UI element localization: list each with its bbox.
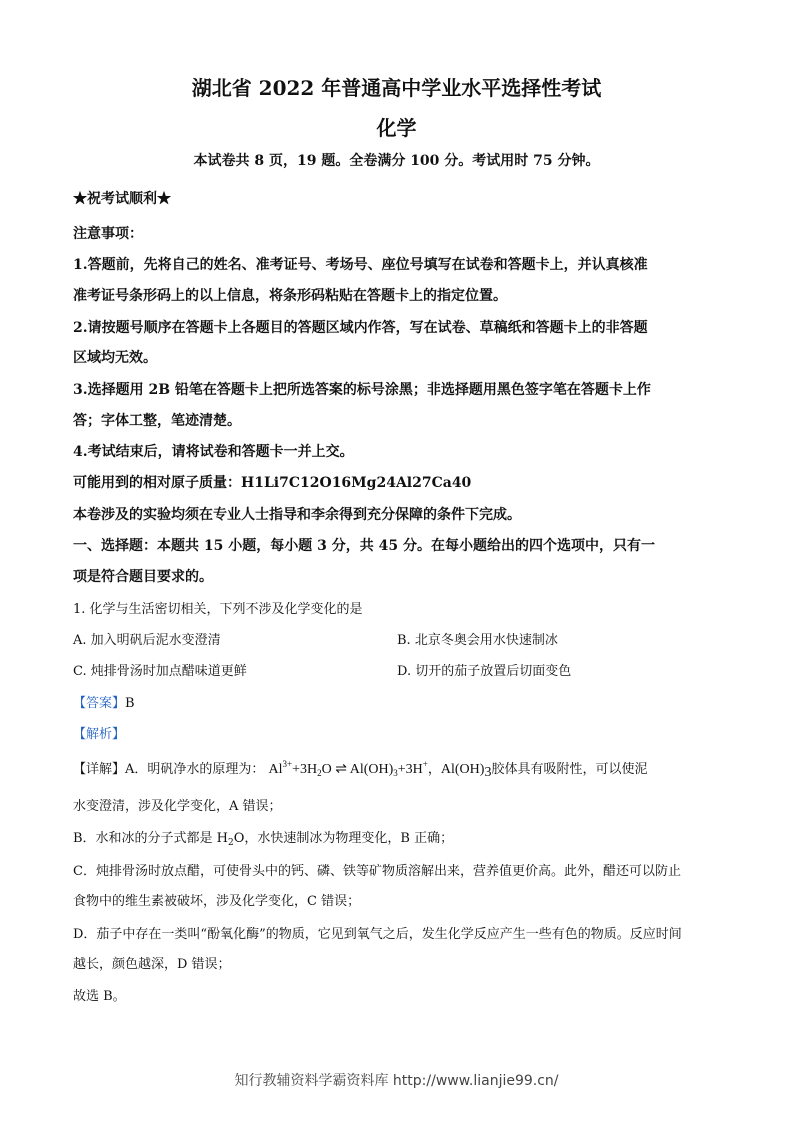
- note-line-3: 2.请按题号顺序在答题卡上各题目的答题区域内作答，写在试卷、草稿纸和答题卡上的非答题: [73, 320, 648, 336]
- option-b: B. 北京冬奥会用水快速制冰: [397, 633, 558, 648]
- detail-d-line1: D．茄子中存在一类叫“酚氧化酶”的物质，它见到氧气之后，发生化学反应产生一些有色的物质。反应时间: [73, 927, 682, 942]
- answer-value: B: [125, 696, 135, 711]
- note-line-5: 3.选择题用 2B 铅笔在答题卡上把所选答案的标号涂黑；非选择题用黑色签字笔在答题卡上作: [73, 382, 651, 398]
- blessing: ★祝考试顺利★: [73, 191, 171, 207]
- detail-a-rest: 胶体具有吸附性，可以使泥: [491, 762, 648, 777]
- eq-product-sub: 3: [393, 768, 398, 778]
- hydrolysis-equation: [268, 759, 428, 778]
- detail-d-line2: 越长，颜色越深，D 错误；: [73, 957, 231, 972]
- detail-tag: 【详解】: [73, 762, 126, 777]
- detail-c-line1: C．炖排骨汤时放点醋，可使骨头中的钙、磷、铁等矿物质溶解出来，营养值更价高。此外，醋还可以防止: [73, 864, 681, 879]
- eq-water-sub: 2: [317, 768, 322, 778]
- eq-h-charge: +: [422, 759, 428, 769]
- option-d: D. 切开的茄子放置后切面变色: [397, 664, 572, 679]
- detail-b-pre: B．水和冰的分子式都是 H: [73, 831, 229, 846]
- detail-b-post: O，水快速制冰为物理变化，B 正确；: [233, 831, 454, 846]
- option-c: C. 炖排骨汤时加点醋味道更鲜: [73, 664, 247, 679]
- eq-al-charge: 3+: [282, 759, 293, 769]
- section-heading-cont: 项是符合题目要求的。: [73, 569, 213, 585]
- note-line-6: 答；字体工整，笔迹清楚。: [73, 413, 241, 429]
- safety-note: 本卷涉及的实验均须在专业人士指导和李余得到充分保障的条件下完成。: [73, 507, 521, 523]
- eq-water: +3H: [292, 762, 318, 777]
- section-heading: 一、选择题：本题共 15 小题，每小题 3 分，共 45 分。在每小题给出的四个选项中，只有一: [73, 538, 655, 554]
- question-stem: 1. 化学与生活密切相关，下列不涉及化学变化的是: [73, 602, 363, 617]
- eq-water-o: O: [321, 762, 332, 777]
- detail-b: [73, 827, 453, 848]
- detail-b-sub: 2: [228, 838, 234, 848]
- colloid-sub: 3: [484, 765, 492, 780]
- exam-subject: 化学: [376, 116, 417, 140]
- eq-equilibrium-arrow: ⇌: [335, 762, 347, 777]
- exam-info: 本试卷共 8 页，19 题。全卷满分 100 分。考试用时 75 分钟。: [193, 153, 600, 169]
- detail-a-line1: [73, 758, 647, 781]
- eq-product: Al(OH): [349, 762, 394, 777]
- detail-conclusion: 故选 B。: [73, 989, 126, 1004]
- notes-heading: 注意事项：: [73, 226, 143, 242]
- footer-watermark: 知行教辅资料学霸资料库 http://www.lianjie99.cn/: [234, 1073, 559, 1089]
- detail-a-line2: 水变澄清，涉及化学变化，A 错误；: [73, 799, 282, 814]
- atomic-masses: 可能用到的相对原子质量：H1Li7C12O16Mg24Al27Ca40: [73, 475, 472, 491]
- detail-c-line2: 食物中的维生素被破坏，涉及化学变化，C 错误；: [73, 894, 361, 909]
- colloid-formula: Al(OH): [440, 762, 485, 777]
- answer-row: [73, 692, 135, 711]
- note-line-1: 1.答题前，先将自己的姓名、准考证号、考场号、座位号填写在试卷和答题卡上，并认真核准: [73, 257, 648, 273]
- analysis-tag: 【解析】: [73, 727, 126, 742]
- note-line-4: 区域均无效。: [73, 350, 157, 366]
- note-line-7: 4.考试结束后，请将试卷和答题卡一并上交。: [73, 444, 354, 460]
- eq-al: Al: [268, 762, 283, 777]
- detail-a-intro: A．明矾净水的原理为：: [125, 762, 265, 777]
- note-line-2: 准考证号条形码上的以上信息，将条形码粘贴在答题卡上的指定位置。: [73, 288, 507, 304]
- exam-title: 湖北省 2022 年普通高中学业水平选择性考试: [191, 76, 602, 100]
- eq-h: +3H: [397, 762, 423, 777]
- option-a: A. 加入明矾后泥水变澄清: [73, 633, 221, 648]
- answer-tag: 【答案】: [73, 696, 126, 711]
- eq-comma: ，: [427, 762, 441, 777]
